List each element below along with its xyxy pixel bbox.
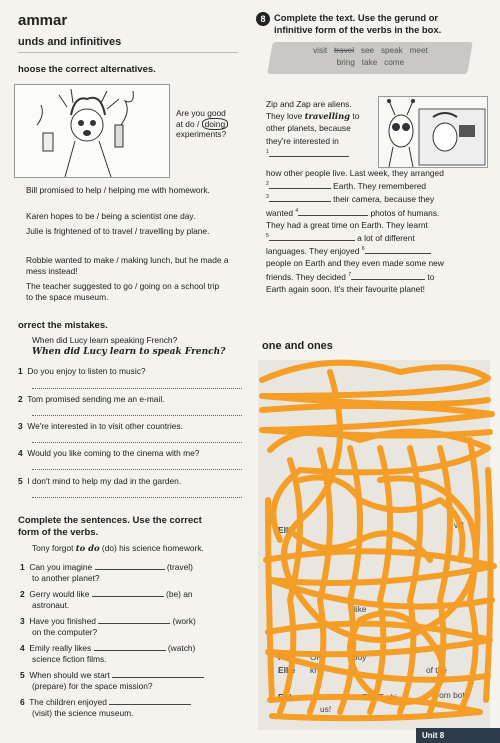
ex1-item: Bill promised to help / helping me with homework. xyxy=(26,185,210,195)
item-text: Emily really likes xyxy=(29,643,92,653)
item-text: (visit) the science museum. xyxy=(32,707,134,718)
gap-number: 3 xyxy=(266,194,269,201)
item-text: Do you enjoy to listen to music? xyxy=(27,366,146,376)
item-text: astronaut. xyxy=(32,599,70,610)
story-line: people on Earth and they even made some new xyxy=(266,258,444,269)
item-text: Have you finished xyxy=(29,616,96,626)
item-text: The children enjoyed xyxy=(29,697,107,707)
circled-answer: doing xyxy=(202,118,229,130)
faded-text: of the xyxy=(426,665,447,675)
faded-text: Rob xyxy=(278,692,295,702)
word: speak xyxy=(380,46,403,55)
bubble-line: experiments? xyxy=(176,129,227,139)
verb-hint: (be) an xyxy=(166,589,193,599)
item-text: on the computer? xyxy=(32,626,98,637)
story-text: to xyxy=(350,111,360,122)
faded-text: The T-shi xyxy=(362,692,397,702)
story-line: Earth again soon. It's their favourite planet! xyxy=(266,283,425,294)
word: bring xyxy=(336,58,355,67)
faded-text: kno xyxy=(310,665,324,675)
story-text: Earth. They remembered xyxy=(333,181,427,192)
item-number: 6 xyxy=(20,697,25,707)
exercise3-heading-1: Complete the sentences. Use the correct xyxy=(18,515,202,526)
ex1-item: Julie is frightened of to travel / travelling by plane. xyxy=(26,226,210,236)
verb-hint: (travel) xyxy=(166,562,193,572)
item-text: We're interested in to visit other countries. xyxy=(27,421,183,431)
item-text: Can you imagine xyxy=(29,562,93,572)
gap-number: 2 xyxy=(266,181,269,188)
gap-number: 1 xyxy=(266,148,269,155)
item-text: Tom promised sending me an e-mail. xyxy=(27,394,165,404)
faded-text: vill xyxy=(454,520,464,530)
story-line: They had a great time on Earth. They learnt xyxy=(266,219,428,230)
story-line: how other people live. Last week, they arranged xyxy=(266,168,444,178)
ex1-item: Karen hopes to be / being a scientist one day. xyxy=(26,211,196,221)
item-text: I don't mind to help my dad in the garden. xyxy=(27,476,182,486)
exercise2-heading: orrect the mistakes. xyxy=(18,320,108,331)
word: meet xyxy=(409,46,428,55)
word: take xyxy=(361,58,378,67)
faded-text: OK. xyxy=(310,652,325,662)
ex1-item: The teacher suggested to go / going on a school trip to the space museum. xyxy=(26,281,220,302)
item-number: 3 xyxy=(18,421,23,431)
item-text: science fiction films. xyxy=(32,653,107,664)
story-line: Zip and Zap are aliens. xyxy=(266,99,352,109)
faded-text: ed xyxy=(408,546,418,556)
story-text: their camera, because they xyxy=(333,194,435,205)
word: see xyxy=(360,46,375,55)
unit-footer: Unit 8 xyxy=(416,728,500,743)
exercise3-heading-2: form of the verbs. xyxy=(18,527,99,538)
story-text: friends. They decided xyxy=(266,271,346,282)
example-answer: to do xyxy=(75,543,100,553)
gap-number: 7 xyxy=(348,271,352,278)
gap-number: 6 xyxy=(361,246,365,253)
word: visit xyxy=(313,46,328,55)
verb-hint: (watch) xyxy=(167,643,196,653)
faded-text: Ro xyxy=(278,652,290,662)
faded-text: Elli xyxy=(278,525,291,535)
story-text: a lot of different xyxy=(357,232,415,243)
item-number: 2 xyxy=(18,394,23,404)
gap-number: 5 xyxy=(266,233,269,240)
ex1-item: Robbie wanted to make / making lunch, but he made a mess instead! xyxy=(26,255,229,276)
item-number: 4 xyxy=(20,643,25,653)
section-title: unds and infinitives xyxy=(18,36,122,48)
story-answer: travelling xyxy=(304,111,351,122)
example-text: (do) his science homework. xyxy=(99,543,204,553)
story-line: other planets, because xyxy=(266,123,351,134)
bubble-text: at do / xyxy=(176,118,202,129)
ex2-example: When did Lucy learn speaking French? xyxy=(32,335,178,345)
item-number: 1 xyxy=(20,562,25,572)
exercise8-heading-1: Complete the text. Use the gerund or xyxy=(274,12,439,23)
exercise-number-badge: 8 xyxy=(256,12,270,26)
item-text: Would you like coming to the cinema with me? xyxy=(27,448,200,458)
grammar-title: ammar xyxy=(18,12,68,29)
item-number: 5 xyxy=(20,670,25,680)
story-line: they're interested in xyxy=(266,135,339,146)
word: come xyxy=(384,58,405,67)
item-number: 2 xyxy=(20,589,25,599)
faded-text: us! xyxy=(320,704,332,714)
item-number: 5 xyxy=(18,476,23,486)
faded-text: from both xyxy=(434,690,470,700)
ex2-example-answer: When did Lucy learn to speak French? xyxy=(32,347,226,357)
gap-number: 4 xyxy=(295,207,299,214)
story-text: wanted xyxy=(266,207,294,218)
faded-text: Ellie xyxy=(278,665,296,675)
story-text: languages. They enjoyed xyxy=(266,246,360,257)
bubble-line: Are you good xyxy=(176,108,226,118)
item-number: 4 xyxy=(18,448,23,458)
story-text: photos of humans. xyxy=(370,207,440,218)
item-number: 1 xyxy=(18,366,23,376)
faded-text: Buy xyxy=(352,652,367,662)
section2-title: one and ones xyxy=(262,340,333,352)
item-text: Gerry would like xyxy=(29,589,90,599)
item-text: (prepare) for the space mission? xyxy=(32,680,153,691)
exercise8-heading-2: infinitive form of the verbs in the box. xyxy=(274,24,442,35)
item-text: When should we start xyxy=(29,670,110,680)
item-number: 3 xyxy=(20,616,25,626)
exercise1-heading: hoose the correct alternatives. xyxy=(18,64,156,75)
faded-text: like xyxy=(354,604,367,614)
story-text: to xyxy=(427,271,435,282)
word-used: travel xyxy=(334,46,355,55)
item-text: to another planet? xyxy=(32,572,100,583)
example-text: Tony forgot xyxy=(32,543,76,553)
verb-hint: (work) xyxy=(172,616,196,626)
story-text: They love xyxy=(266,111,305,122)
